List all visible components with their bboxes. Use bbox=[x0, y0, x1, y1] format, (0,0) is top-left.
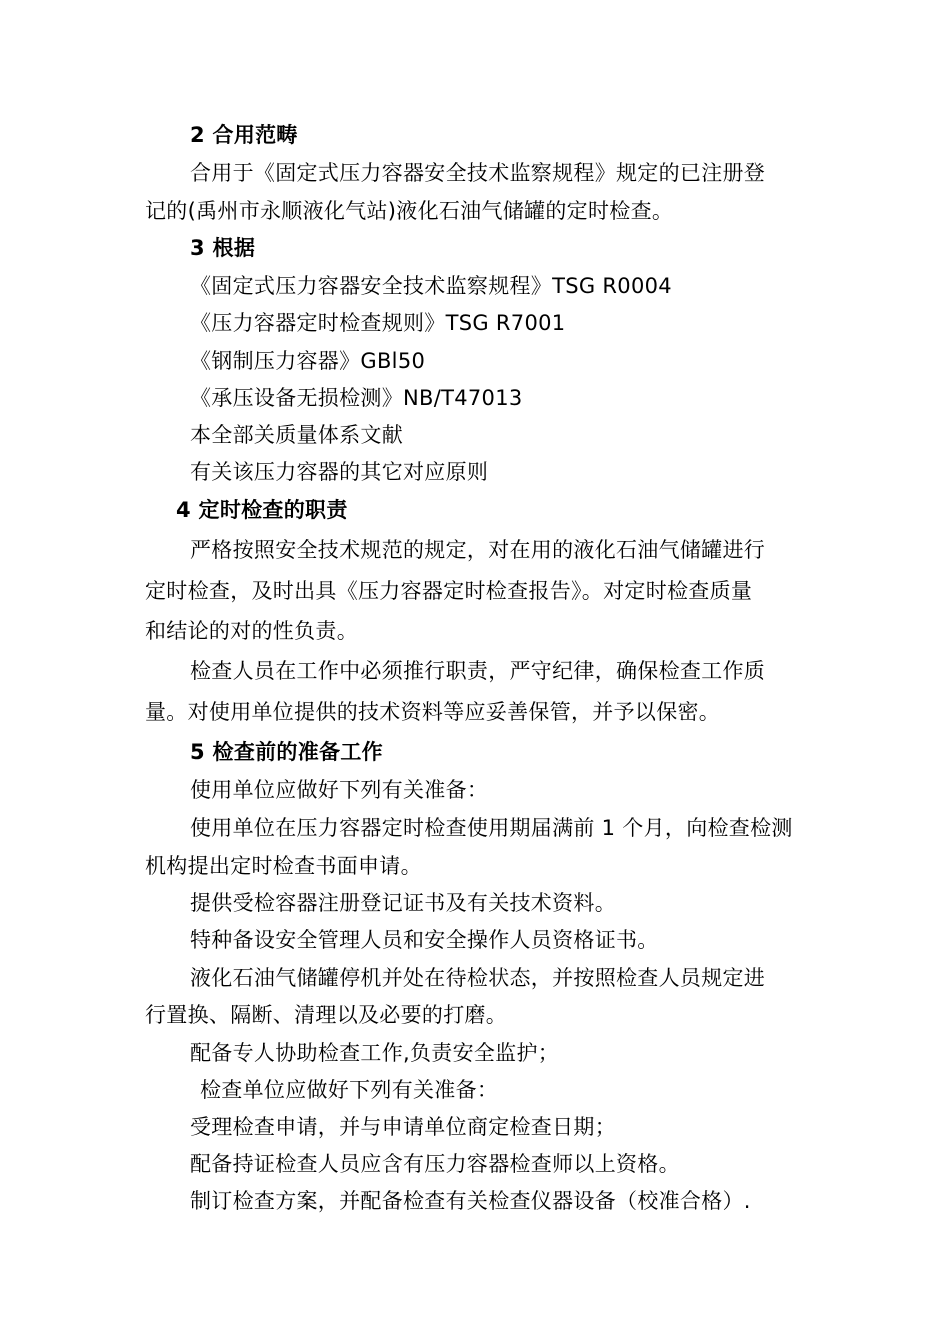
section-2-heading: 2 合用范畴 bbox=[190, 123, 298, 147]
section-5-line: 使用单位在压力容器定时检查使用期届满前 1 个月，向检查检测 bbox=[190, 816, 793, 840]
section-5-line: 配备持证检查人员应含有压力容器检查师以上资格。 bbox=[190, 1152, 680, 1176]
section-5-line: 提供受检容器注册登记证书及有关技术资料。 bbox=[190, 891, 616, 915]
reference-item: 《固定式压力容器安全技术监察规程》TSG R0004 bbox=[190, 274, 672, 298]
reference-item: 《钢制压力容器》GBl50 bbox=[190, 349, 426, 373]
section-5-line: 配备专人协助检查工作,负责安全监护； bbox=[190, 1041, 560, 1065]
section-4-paragraph-line: 检查人员在工作中必须推行职责，严守纪律，确保检查工作质 bbox=[190, 659, 766, 683]
section-5-line: 特种备设安全管理人员和安全操作人员资格证书。 bbox=[190, 928, 659, 952]
section-4-paragraph-line: 和结论的对的性负责。 bbox=[145, 619, 358, 643]
reference-item: 《压力容器定时检查规则》TSG R7001 bbox=[190, 311, 566, 335]
reference-item: 有关该压力容器的其它对应原则 bbox=[190, 460, 489, 484]
section-3-heading: 3 根据 bbox=[190, 236, 256, 260]
reference-item: 《承压设备无损检测》NB/T47013 bbox=[190, 386, 523, 410]
section-5-line: 检查单位应做好下列有关准备： bbox=[200, 1078, 499, 1102]
section-5-line: 机构提出定时检查书面申请。 bbox=[145, 854, 422, 878]
section-2-paragraph-line: 记的(禹州市永顺液化气站)液化石油气储罐的定时检查。 bbox=[145, 199, 674, 223]
section-5-line: 制订检查方案，并配备检查有关检查仪器设备（校准合格）. bbox=[190, 1189, 751, 1213]
section-5-line: 使用单位应做好下列有关准备： bbox=[190, 778, 489, 802]
section-2-paragraph-line: 合用于《固定式压力容器安全技术监察规程》规定的已注册登 bbox=[190, 161, 766, 185]
reference-item: 本全部关质量体系文献 bbox=[190, 423, 403, 447]
section-4-paragraph-line: 严格按照安全技术规范的规定，对在用的液化石油气储罐进行 bbox=[190, 538, 766, 562]
section-4-paragraph-line: 定时检查，及时出具《压力容器定时检查报告》。对定时检查质量 bbox=[145, 579, 753, 603]
section-4-paragraph-line: 量。对使用单位提供的技术资料等应妥善保管，并予以保密。 bbox=[145, 700, 721, 724]
section-5-line: 受理检查申请，并与申请单位商定检查日期； bbox=[190, 1115, 616, 1139]
section-5-heading: 5 检查前的准备工作 bbox=[190, 740, 383, 764]
section-5-line: 液化石油气储罐停机并处在待检状态，并按照检查人员规定进 bbox=[190, 966, 766, 990]
section-4-heading: 4 定时检查的职责 bbox=[176, 498, 348, 522]
section-5-line: 行置换、隔断、清理以及必要的打磨。 bbox=[145, 1003, 508, 1027]
